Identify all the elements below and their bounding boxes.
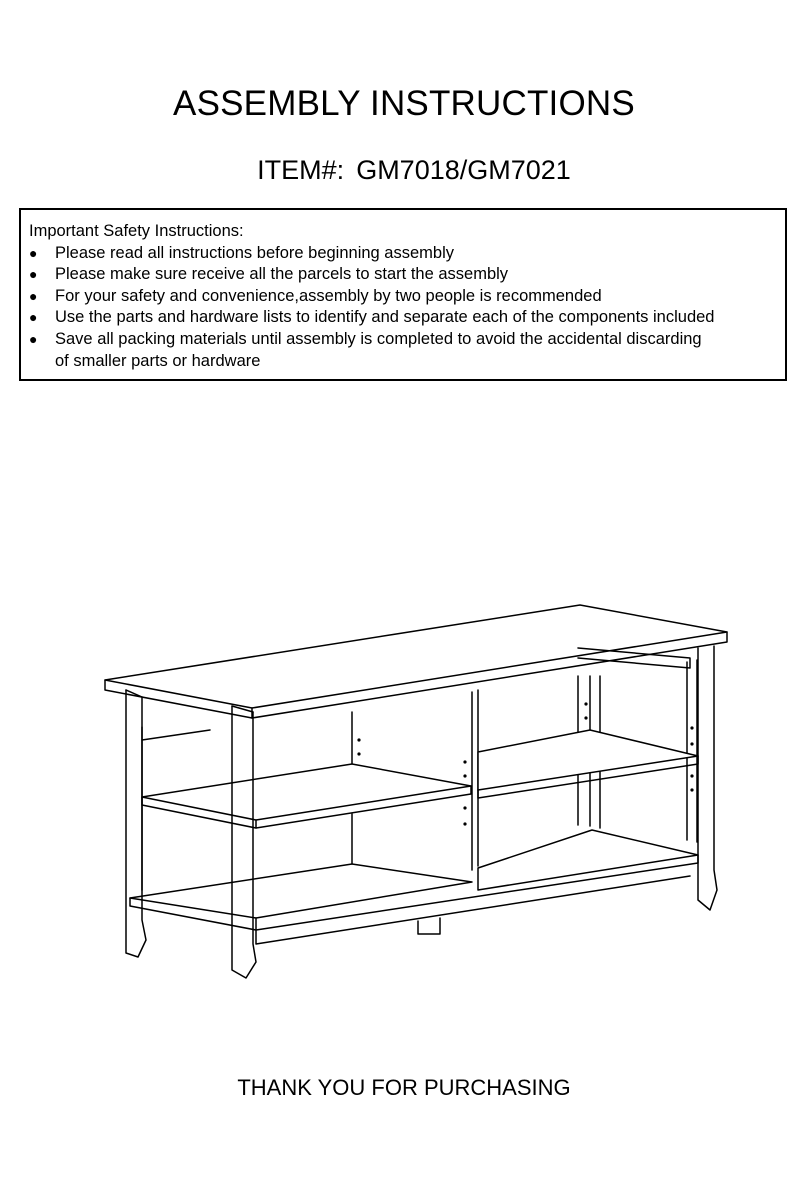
safety-heading: Important Safety Instructions: [29, 222, 244, 240]
safety-item-text: Use the parts and hardware lists to identify and separate each of the components included [55, 308, 715, 327]
safety-item-text: For your safety and convenience,assembly by two people is recommended [55, 286, 602, 305]
safety-item [29, 286, 777, 308]
footer-text: THANK YOU FOR PURCHASING [237, 1075, 571, 1100]
safety-item [29, 264, 777, 286]
safety-list [29, 243, 777, 373]
item-number-line [0, 155, 808, 186]
bullet-icon: ● [29, 244, 38, 261]
bullet-icon: ● [29, 266, 38, 283]
safety-item-continuation [29, 351, 777, 373]
safety-item-text: Save all packing materials until assembly is completed to avoid the accidental discarding [55, 329, 702, 348]
safety-instructions-box [19, 208, 787, 381]
safety-item-text: Please read all instructions before beginning assembly [55, 243, 454, 262]
bullet-icon: ● [29, 330, 38, 347]
safety-item-text: Please make sure receive all the parcels to start the assembly [55, 265, 509, 284]
safety-item-text: of smaller parts or hardware [55, 351, 261, 370]
bullet-icon: ● [29, 309, 38, 326]
safety-item [29, 329, 777, 351]
safety-item [29, 307, 777, 329]
item-label: ITEM#: [257, 155, 345, 185]
bullet-icon: ● [29, 287, 38, 304]
document-title: ASSEMBLY INSTRUCTIONS [173, 84, 635, 123]
safety-item [29, 243, 777, 265]
tv-stand-illustration [100, 600, 730, 985]
item-number: GM7018/GM7021 [356, 155, 571, 185]
